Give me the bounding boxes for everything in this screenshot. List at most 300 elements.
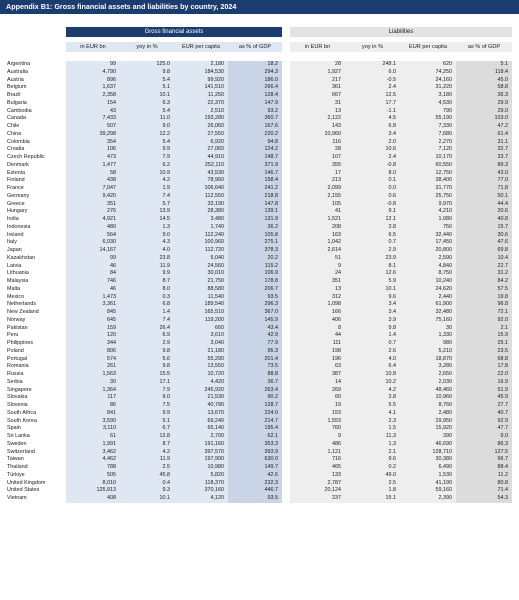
- assets-per-capita-cell: 2,700: [174, 433, 228, 441]
- assets-gdp-cell: 93.5: [228, 294, 282, 302]
- data-table: [0, 61, 519, 503]
- assets-yoy-cell: 26.4: [120, 325, 174, 333]
- assets-per-capita-cell: 252,110: [174, 162, 228, 170]
- assets-per-capita-cell: 1,740: [174, 224, 228, 232]
- column-gap: [282, 317, 290, 325]
- assets-eur-bn-cell: 788: [66, 464, 120, 472]
- column-gap: [282, 441, 290, 449]
- column-gap: [282, 294, 290, 302]
- country-cell: Philippines: [7, 340, 34, 346]
- liabilities-per-capita-cell: 30: [400, 325, 456, 333]
- liabilities-yoy-cell: 2.5: [345, 480, 400, 488]
- country-cell: Malta: [7, 285, 21, 292]
- liabilities-eur-bn-cell: 269: [290, 387, 345, 395]
- liabilities-gdp-cell: 27.7: [456, 402, 512, 410]
- liabilities-eur-bn-cell: 667: [290, 92, 345, 100]
- column-gap: [282, 270, 290, 278]
- column-gap: [282, 108, 290, 116]
- assets-eur-bn-cell: 507: [66, 123, 120, 131]
- assets-per-capita-cell: 24,560: [174, 263, 228, 271]
- liabilities-yoy-cell: 9.6: [345, 294, 400, 302]
- assets-per-capita-cell: 27,550: [174, 131, 228, 139]
- liabilities-gdp-cell: 9.0: [456, 433, 512, 441]
- table-row: [0, 224, 519, 232]
- country-cell: Portugal: [7, 355, 28, 362]
- liabilities-per-capita-cell: 29,950: [400, 418, 456, 426]
- liabilities-eur-bn-cell: 355: [290, 162, 345, 170]
- assets-gdp-cell: 90.2: [228, 394, 282, 402]
- assets-yoy-cell: 15.5: [120, 371, 174, 379]
- column-gap: [282, 239, 290, 247]
- liabilities-per-capita-cell: 61,900: [400, 301, 456, 309]
- table-row: [0, 92, 519, 100]
- column-gap: [282, 348, 290, 356]
- liabilities-yoy-cell: 9.1: [345, 208, 400, 216]
- assets-per-capita-cell: 197,900: [174, 456, 228, 464]
- assets-gdp-cell: 20.2: [228, 255, 282, 263]
- liabilities-gdp-cell: 68.8: [456, 356, 512, 364]
- assets-gdp-cell: 124.2: [228, 146, 282, 154]
- assets-per-capita-cell: 11,540: [174, 294, 228, 302]
- assets-eur-bn-cell: 845: [66, 309, 120, 317]
- liabilities-eur-bn-cell: 143: [290, 123, 345, 131]
- assets-gdp-cell: 241.2: [228, 185, 282, 193]
- liabilities-eur-bn-cell: 153: [290, 410, 345, 418]
- country-cell: Mexico: [7, 293, 25, 300]
- assets-eur-bn-cell: 43: [66, 108, 120, 116]
- table-row: [0, 332, 519, 340]
- assets-per-capita-cell: 78,960: [174, 177, 228, 185]
- liabilities-gdp-cell: 36.3: [456, 92, 512, 100]
- assets-yoy-cell: 11.9: [120, 456, 174, 464]
- liabilities-group-header: Liabilities: [290, 27, 512, 37]
- country-cell: Lithuania: [7, 270, 29, 277]
- liabilities-eur-bn-cell: 406: [290, 317, 345, 325]
- liabilities-header-yoy: yoy in %: [361, 44, 384, 50]
- assets-gdp-cell: 43.4: [228, 325, 282, 333]
- column-gap: [282, 224, 290, 232]
- country-cell: Netherlands: [7, 301, 37, 308]
- country-cell: Estonia: [7, 169, 25, 176]
- liabilities-gdp-cell: 86.3: [456, 441, 512, 449]
- liabilities-per-capita-cell: 32,440: [400, 232, 456, 240]
- liabilities-per-capita-cell: 32,480: [400, 309, 456, 317]
- liabilities-yoy-cell: 12.6: [345, 270, 400, 278]
- liabilities-gdp-cell: 32.7: [456, 146, 512, 154]
- table-row: [0, 139, 519, 147]
- assets-per-capita-cell: 118,370: [174, 480, 228, 488]
- assets-eur-bn-cell: 841: [66, 410, 120, 418]
- table-row: [0, 84, 519, 92]
- liabilities-per-capita-cell: 6,490: [400, 464, 456, 472]
- assets-yoy-cell: 0.3: [120, 294, 174, 302]
- assets-yoy-cell: 7.9: [120, 387, 174, 395]
- assets-eur-bn-cell: 4,462: [66, 456, 120, 464]
- column-gap: [282, 263, 290, 271]
- liabilities-gdp-cell: 103.0: [456, 115, 512, 123]
- liabilities-per-capita-cell: 750: [400, 224, 456, 232]
- country-cell: Australia: [7, 68, 28, 75]
- liabilities-eur-bn-cell: 60: [290, 394, 345, 402]
- assets-per-capita-cell: 119,200: [174, 317, 228, 325]
- country-cell: Peru: [7, 332, 19, 339]
- liabilities-per-capita-cell: 2,030: [400, 379, 456, 387]
- liabilities-per-capita-cell: 30,380: [400, 456, 456, 464]
- country-cell: Croatia: [7, 146, 25, 153]
- column-gap: [282, 340, 290, 348]
- assets-yoy-cell: 1.9: [120, 185, 174, 193]
- assets-gdp-cell: 167.6: [228, 123, 282, 131]
- liabilities-gdp-cell: 96.7: [456, 456, 512, 464]
- liabilities-gdp-cell: 54.3: [456, 495, 512, 503]
- liabilities-per-capita-cell: 390: [400, 433, 456, 441]
- liabilities-yoy-cell: 0.1: [345, 177, 400, 185]
- assets-yoy-cell: 10.9: [120, 170, 174, 178]
- liabilities-yoy-cell: 2.1: [345, 449, 400, 457]
- assets-gdp-cell: 263.4: [228, 387, 282, 395]
- assets-gdp-cell: 147.8: [228, 201, 282, 209]
- assets-eur-bn-cell: 1,364: [66, 387, 120, 395]
- table-row: [0, 495, 519, 503]
- liabilities-per-capita-cell: 2,480: [400, 410, 456, 418]
- column-gap: [282, 84, 290, 92]
- table-row: [0, 472, 519, 480]
- column-gap: [282, 146, 290, 154]
- column-gap: [282, 495, 290, 503]
- column-gap: [282, 193, 290, 201]
- assets-eur-bn-cell: 438: [66, 177, 120, 185]
- assets-per-capita-cell: 21,180: [174, 348, 228, 356]
- liabilities-eur-bn-cell: 10,960: [290, 131, 345, 139]
- liabilities-yoy-cell: 10.6: [345, 146, 400, 154]
- assets-eur-bn-cell: 344: [66, 340, 120, 348]
- assets-gdp-cell: 93.5: [228, 495, 282, 503]
- assets-gdp-cell: 266.4: [228, 84, 282, 92]
- assets-eur-bn-cell: 125,913: [66, 487, 120, 495]
- assets-gdp-cell: 195.4: [228, 425, 282, 433]
- column-gap: [282, 410, 290, 418]
- assets-gdp-cell: 145.9: [228, 317, 282, 325]
- column-gap: [282, 201, 290, 209]
- assets-yoy-cell: 23.8: [120, 255, 174, 263]
- assets-eur-bn-cell: 351: [66, 201, 120, 209]
- column-gap: [282, 433, 290, 441]
- liabilities-eur-bn-cell: 2,614: [290, 247, 345, 255]
- table-row: [0, 131, 519, 139]
- country-cell: Italy: [7, 239, 17, 246]
- liabilities-yoy-cell: -0.5: [345, 77, 400, 85]
- assets-gdp-cell: 218.8: [228, 193, 282, 201]
- assets-eur-bn-cell: 7,047: [66, 185, 120, 193]
- liabilities-per-capita-cell: 38,400: [400, 177, 456, 185]
- assets-eur-bn-cell: 2,358: [66, 92, 120, 100]
- country-cell: Cambodia: [7, 107, 32, 114]
- table-row: [0, 309, 519, 317]
- assets-yoy-cell: 45.8: [120, 472, 174, 480]
- liabilities-gdp-cell: 19.8: [456, 294, 512, 302]
- liabilities-gdp-cell: 10.4: [456, 255, 512, 263]
- assets-per-capita-cell: 10,720: [174, 371, 228, 379]
- liabilities-per-capita-cell: 41,190: [400, 480, 456, 488]
- liabilities-per-capita-cell: 4,530: [400, 100, 456, 108]
- liabilities-yoy-cell: 1.5: [345, 425, 400, 433]
- liabilities-yoy-cell: 0.2: [345, 464, 400, 472]
- assets-per-capita-cell: 141,510: [174, 84, 228, 92]
- assets-eur-bn-cell: 4,790: [66, 69, 120, 77]
- country-cell: Sweden: [7, 440, 27, 447]
- table-row: [0, 487, 519, 495]
- assets-gdp-cell: 371.9: [228, 162, 282, 170]
- liabilities-eur-bn-cell: 196: [290, 356, 345, 364]
- assets-eur-bn-cell: 46: [66, 263, 120, 271]
- assets-eur-bn-cell: 261: [66, 363, 120, 371]
- liabilities-yoy-cell: 248.1: [345, 61, 400, 69]
- column-gap: [282, 464, 290, 472]
- column-gap: [282, 387, 290, 395]
- liabilities-gdp-cell: 58.8: [456, 84, 512, 92]
- assets-gdp-cell: 94.8: [228, 139, 282, 147]
- liabilities-gdp-cell: 45.0: [456, 77, 512, 85]
- liabilities-yoy-cell: 6.4: [345, 363, 400, 371]
- liabilities-eur-bn-cell: 1,521: [290, 216, 345, 224]
- country-cell: Türkiye: [7, 471, 25, 478]
- assets-gdp-cell: 220.2: [228, 131, 282, 139]
- assets-yoy-cell: 7.4: [120, 193, 174, 201]
- assets-yoy-cell: 5.4: [120, 108, 174, 116]
- liabilities-yoy-cell: 6.8: [345, 123, 400, 131]
- assets-yoy-cell: 14.5: [120, 216, 174, 224]
- country-cell: Romania: [7, 363, 29, 370]
- liabilities-yoy-cell: 3.8: [345, 224, 400, 232]
- assets-eur-bn-cell: 1,637: [66, 84, 120, 92]
- table-row: [0, 69, 519, 77]
- liabilities-per-capita-cell: 2,440: [400, 294, 456, 302]
- assets-yoy-cell: 4.3: [120, 239, 174, 247]
- liabilities-header-eur-bn: in EUR bn: [304, 44, 331, 50]
- country-cell: Kazakhstan: [7, 254, 36, 261]
- assets-yoy-cell: 5.4: [120, 77, 174, 85]
- assets-per-capita-cell: 106,640: [174, 185, 228, 193]
- assets-eur-bn-cell: 574: [66, 356, 120, 364]
- assets-per-capita-cell: 6,920: [174, 139, 228, 147]
- table-row: [0, 480, 519, 488]
- liabilities-eur-bn-cell: 51: [290, 255, 345, 263]
- table-row: [0, 232, 519, 240]
- country-cell: Serbia: [7, 378, 23, 385]
- liabilities-gdp-cell: 88.4: [456, 464, 512, 472]
- assets-eur-bn-cell: 84: [66, 270, 120, 278]
- country-cell: Switzerland: [7, 448, 35, 455]
- assets-yoy-cell: 7.5: [120, 402, 174, 410]
- liabilities-yoy-cell: 49.0: [345, 472, 400, 480]
- liabilities-gdp-cell: 71.4: [456, 487, 512, 495]
- liabilities-eur-bn-cell: 486: [290, 441, 345, 449]
- liabilities-yoy-cell: 9.8: [345, 325, 400, 333]
- liabilities-yoy-cell: 6.5: [345, 232, 400, 240]
- liabilities-eur-bn-cell: 208: [290, 224, 345, 232]
- liabilities-eur-bn-cell: 41: [290, 208, 345, 216]
- assets-gdp-cell: 148.7: [228, 154, 282, 162]
- liabilities-yoy-cell: -0.8: [345, 201, 400, 209]
- assets-per-capita-cell: 5,820: [174, 472, 228, 480]
- liabilities-per-capita-cell: 9,970: [400, 201, 456, 209]
- liabilities-per-capita-cell: 31,770: [400, 185, 456, 193]
- country-cell: China: [7, 130, 22, 137]
- liabilities-yoy-cell: 2.6: [345, 348, 400, 356]
- assets-yoy-cell: 8.0: [120, 286, 174, 294]
- liabilities-yoy-cell: 8.0: [345, 170, 400, 178]
- liabilities-yoy-cell: 2.0: [345, 139, 400, 147]
- country-cell: France: [7, 185, 24, 191]
- liabilities-header-gdp: as % of GDP: [467, 44, 501, 50]
- liabilities-yoy-cell: 10.8: [345, 371, 400, 379]
- assets-per-capita-cell: 3,480: [174, 216, 228, 224]
- column-gap: [282, 456, 290, 464]
- column-gap: [282, 170, 290, 178]
- liabilities-gdp-cell: 40.8: [456, 216, 512, 224]
- column-gap: [282, 69, 290, 77]
- liabilities-per-capita-cell: 2,390: [400, 495, 456, 503]
- assets-per-capita-cell: 10,980: [174, 464, 228, 472]
- column-gap: [282, 286, 290, 294]
- liabilities-gdp-cell: 33.7: [456, 154, 512, 162]
- assets-gdp-cell: 105.8: [228, 232, 282, 240]
- liabilities-yoy-cell: 0.6: [345, 193, 400, 201]
- assets-per-capita-cell: 370,160: [174, 487, 228, 495]
- liabilities-eur-bn-cell: 213: [290, 177, 345, 185]
- assets-per-capita-cell: 3,610: [174, 332, 228, 340]
- assets-eur-bn-cell: 9,420: [66, 193, 120, 201]
- assets-gdp-cell: 139.1: [228, 208, 282, 216]
- assets-per-capita-cell: 21,530: [174, 394, 228, 402]
- liabilities-per-capita-cell: 1,330: [400, 332, 456, 340]
- liabilities-yoy-cell: 6.0: [345, 69, 400, 77]
- table-row: [0, 77, 519, 85]
- country-cell: Indonesia: [7, 223, 31, 230]
- assets-eur-bn-cell: 8,010: [66, 480, 120, 488]
- country-cell: Chile: [7, 123, 20, 129]
- assets-yoy-cell: 1.3: [120, 224, 174, 232]
- assets-eur-bn-cell: 99: [66, 255, 120, 263]
- column-gap: [282, 61, 290, 69]
- assets-yoy-cell: 12.8: [120, 433, 174, 441]
- liabilities-gdp-cell: 25.1: [456, 340, 512, 348]
- column-gap: [282, 185, 290, 193]
- liabilities-gdp-cell: 29.0: [456, 108, 512, 116]
- assets-header-gdp: as % of GDP: [238, 44, 272, 50]
- country-cell: Russia: [7, 371, 24, 377]
- country-cell: Canada: [7, 115, 26, 122]
- assets-per-capita-cell: 397,570: [174, 449, 228, 457]
- liabilities-yoy-cell: 1.8: [345, 487, 400, 495]
- country-cell: Slovenia: [7, 402, 28, 408]
- assets-eur-bn-cell: 746: [66, 278, 120, 286]
- liabilities-eur-bn-cell: 111: [290, 340, 345, 348]
- column-gap: [282, 100, 290, 108]
- liabilities-eur-bn-cell: 8: [290, 325, 345, 333]
- assets-eur-bn-cell: 564: [66, 232, 120, 240]
- liabilities-eur-bn-cell: 1,042: [290, 239, 345, 247]
- assets-gdp-cell: 146.7: [228, 170, 282, 178]
- liabilities-gdp-cell: 15.9: [456, 332, 512, 340]
- liabilities-per-capita-cell: 4,210: [400, 208, 456, 216]
- liabilities-per-capita-cell: 2,590: [400, 255, 456, 263]
- assets-yoy-cell: 6.2: [120, 162, 174, 170]
- assets-yoy-cell: 11.9: [120, 263, 174, 271]
- assets-yoy-cell: 8.7: [120, 441, 174, 449]
- column-gap: [282, 255, 290, 263]
- liabilities-eur-bn-cell: 19: [290, 402, 345, 410]
- assets-eur-bn-cell: 117: [66, 394, 120, 402]
- assets-yoy-cell: 6.7: [120, 425, 174, 433]
- assets-yoy-cell: 5.6: [120, 356, 174, 364]
- assets-eur-bn-cell: 61: [66, 433, 120, 441]
- liabilities-eur-bn-cell: 24: [290, 270, 345, 278]
- liabilities-gdp-cell: 61.4: [456, 131, 512, 139]
- liabilities-yoy-cell: 10.2: [345, 379, 400, 387]
- assets-gdp-cell: 446.7: [228, 487, 282, 495]
- liabilities-column-headers: [290, 42, 512, 52]
- liabilities-per-capita-cell: 620: [400, 61, 456, 69]
- liabilities-yoy-cell: 3.9: [345, 317, 400, 325]
- country-cell: Pakistan: [7, 324, 28, 331]
- country-cell: South Korea: [7, 417, 37, 424]
- liabilities-gdp-cell: 22.0: [456, 371, 512, 379]
- assets-gdp-cell: 186.0: [228, 77, 282, 85]
- assets-yoy-cell: 9.9: [120, 410, 174, 418]
- assets-yoy-cell: 9.0: [120, 123, 174, 131]
- liabilities-per-capita-cell: 20,800: [400, 247, 456, 255]
- assets-yoy-cell: 7.9: [120, 154, 174, 162]
- liabilities-eur-bn-cell: 9: [290, 263, 345, 271]
- assets-gdp-cell: 128.7: [228, 402, 282, 410]
- table-row: [0, 456, 519, 464]
- assets-eur-bn-cell: 39,298: [66, 131, 120, 139]
- liabilities-per-capita-cell: 5,210: [400, 348, 456, 356]
- assets-per-capita-cell: 33,190: [174, 201, 228, 209]
- country-cell: Sri Lanka: [7, 433, 30, 439]
- assets-yoy-cell: 4.2: [120, 177, 174, 185]
- assets-eur-bn-cell: 120: [66, 332, 120, 340]
- liabilities-yoy-cell: 4.2: [345, 387, 400, 395]
- country-cell: Latvia: [7, 262, 22, 269]
- assets-eur-bn-cell: 896: [66, 77, 120, 85]
- country-cell: Finland: [7, 177, 25, 184]
- liabilities-eur-bn-cell: 465: [290, 464, 345, 472]
- assets-per-capita-cell: 26,060: [174, 123, 228, 131]
- assets-eur-bn-cell: 480: [66, 224, 120, 232]
- liabilities-eur-bn-cell: 2,787: [290, 480, 345, 488]
- assets-gdp-cell: 275.1: [228, 239, 282, 247]
- country-cell: Malaysia: [7, 278, 29, 284]
- liabilities-gdp-cell: 30.6: [456, 232, 512, 240]
- liabilities-yoy-cell: 0.0: [345, 185, 400, 193]
- liabilities-yoy-cell: 3.4: [345, 309, 400, 317]
- assets-yoy-cell: 2.5: [120, 464, 174, 472]
- liabilities-eur-bn-cell: 361: [290, 84, 345, 92]
- table-row: [0, 441, 519, 449]
- assets-gdp-cell: 353.3: [228, 441, 282, 449]
- liabilities-yoy-cell: 4.5: [345, 115, 400, 123]
- column-gap: [282, 154, 290, 162]
- table-row: [0, 340, 519, 348]
- liabilities-eur-bn-cell: 20,124: [290, 487, 345, 495]
- assets-yoy-cell: 9.0: [120, 394, 174, 402]
- table-row: [0, 162, 519, 170]
- assets-yoy-cell: 1.4: [120, 309, 174, 317]
- assets-per-capita-cell: 245,920: [174, 387, 228, 395]
- assets-yoy-cell: 6.8: [120, 301, 174, 309]
